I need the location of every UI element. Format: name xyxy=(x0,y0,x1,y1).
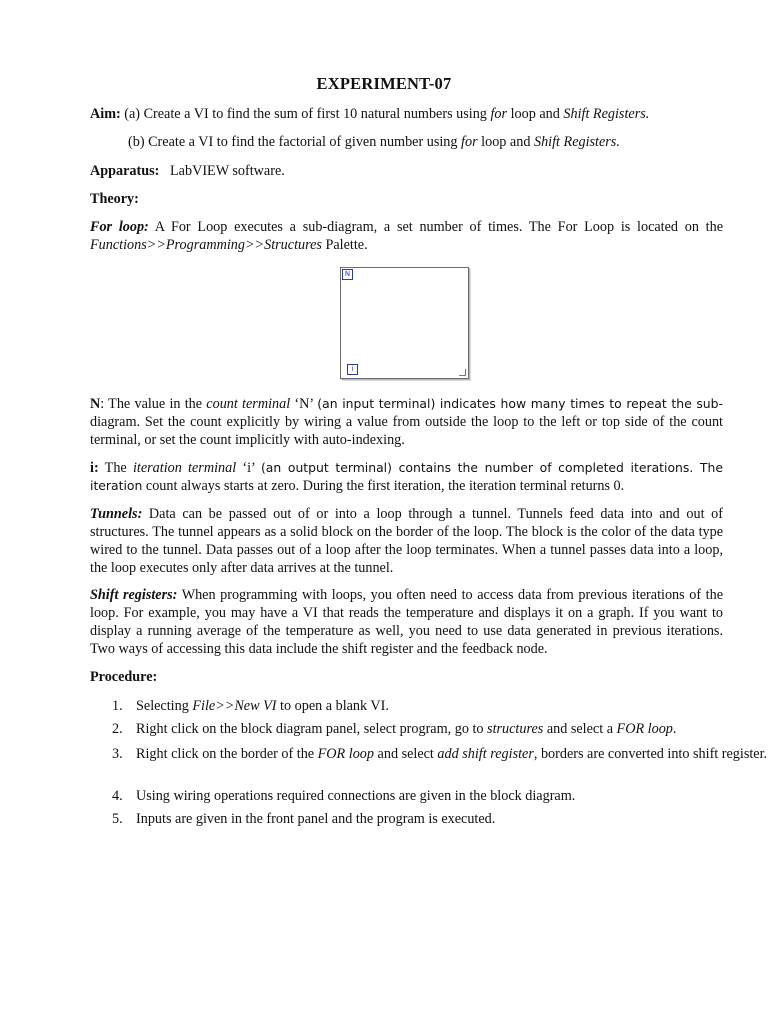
step-number: 4. xyxy=(112,788,123,804)
shift-registers-paragraph xyxy=(90,586,723,658)
apparatus xyxy=(90,162,723,180)
step-italic: File>>New VI xyxy=(192,698,277,714)
i-term: iteration terminal xyxy=(132,460,237,476)
for-loop-text1: A For Loop executes a sub-diagram, a set number of times. The For Loop is located on the xyxy=(148,219,723,235)
shift-registers-label: Shift registers: xyxy=(90,587,178,603)
aim-a-text: (a) Create a VI to find the sum of first 10 natural numbers using xyxy=(120,106,491,122)
step-text: . xyxy=(672,721,677,737)
aim-a-shift: Shift Registers. xyxy=(563,106,650,122)
n-text4: diagram. Set the count explicitly by wiring a value from outside the loop to the left or top side of the count terminal, or set the count implicitly with auto-indexing. xyxy=(90,414,723,448)
for-loop-frame xyxy=(340,267,469,379)
procedure-step xyxy=(90,810,768,828)
step-number: 5. xyxy=(112,811,123,827)
step-number: 1. xyxy=(112,698,123,714)
step-text: Selecting xyxy=(136,698,193,714)
step-italic: structures xyxy=(487,721,544,737)
apparatus-label: Apparatus: xyxy=(90,163,160,179)
step-text: Using wiring operations required connections are given in the block diagram. xyxy=(136,788,576,804)
for-loop-diagram xyxy=(340,267,469,379)
aim-part-a xyxy=(90,105,723,123)
step-italic: FOR loop xyxy=(317,746,374,762)
aim-a-for: for xyxy=(490,106,508,122)
step-text: Inputs are given in the front panel and the program is executed. xyxy=(136,811,496,827)
aim-label: Aim: xyxy=(90,106,121,122)
step-text: to open a blank VI. xyxy=(276,698,389,714)
for-loop-paragraph xyxy=(90,218,723,254)
step-text: , borders are converted into shift register. xyxy=(533,746,768,762)
aim-part-b xyxy=(128,133,728,151)
iteration-terminal: i xyxy=(347,364,358,375)
tunnels-paragraph xyxy=(90,505,723,577)
shift-registers-text: When programming with loops, you often need to access data from previous iterations of the loop. For example, you may have a VI that reads the temperature and displays it on a graph. If you want to display a running average of the temperature as well, you need to use data generated in previous iterations. Two ways of accessing this data include the shift register and the feedback node. xyxy=(90,587,723,657)
aim-a-mid: loop and xyxy=(507,106,564,122)
theory-heading xyxy=(90,190,723,208)
n-text3: (an input terminal) indicates how many times to repeat the sub- xyxy=(317,396,723,411)
n-text2: ‘N’ xyxy=(290,396,318,412)
i-text4: count always starts at zero. During the first iteration, the iteration terminal returns 0. xyxy=(142,478,625,494)
procedure-step xyxy=(90,787,768,805)
step-text: and select a xyxy=(543,721,617,737)
procedure-step xyxy=(90,745,768,763)
i-label: i: xyxy=(90,460,99,476)
aim-b-for: for xyxy=(461,134,478,150)
i-terminal-paragraph xyxy=(90,459,723,495)
i-text2: ‘i’ xyxy=(236,460,261,476)
n-label: N xyxy=(90,396,101,412)
step-number: 2. xyxy=(112,721,123,737)
step-number: 3. xyxy=(112,746,123,762)
for-loop-text2: Palette. xyxy=(321,237,368,253)
for-loop-label: For loop: xyxy=(90,219,149,235)
procedure-step xyxy=(90,720,768,738)
procedure-label: Procedure: xyxy=(90,669,158,685)
tunnels-label: Tunnels: xyxy=(90,506,143,522)
count-terminal: N xyxy=(342,269,353,280)
i-text3: (an output terminal) contains the number of completed iterations. The iteration xyxy=(90,460,723,493)
for-loop-path: Functions>>Programming>>Structures xyxy=(90,237,322,253)
apparatus-value: LabVIEW software. xyxy=(170,163,285,179)
aim-b-shift: Shift Registers. xyxy=(533,134,620,150)
step-text: Right click on the block diagram panel, select program, go to xyxy=(136,721,488,737)
aim-b-mid: loop and xyxy=(477,134,534,150)
step-italic: add shift register xyxy=(437,746,534,762)
aim-b-text: (b) Create a VI to find the factorial of given number using xyxy=(128,134,462,150)
n-terminal-paragraph xyxy=(90,395,723,449)
n-term: count terminal xyxy=(206,396,291,412)
step-text: Right click on the border of the xyxy=(136,746,318,762)
step-text: and select xyxy=(374,746,438,762)
n-text1: : The value in the xyxy=(100,396,207,412)
page-title: EXPERIMENT-07 xyxy=(316,74,452,93)
procedure-heading xyxy=(90,668,723,686)
resize-corner-icon xyxy=(459,369,466,376)
tunnels-text: Data can be passed out of or into a loop through a tunnel. Tunnels feed data into and out of structures. The tunnel appears as a solid block on the border of the loop. The block is the color of the data type wired to the tunnel. Data passes out of a loop after the loop terminates. When a tunnel passes data into a loop, the loop executes only after data arrives at the tunnel. xyxy=(90,506,723,576)
i-text1: The xyxy=(98,460,133,476)
procedure-step xyxy=(90,697,768,715)
theory-label: Theory: xyxy=(90,191,139,207)
step-italic: FOR loop xyxy=(616,721,673,737)
